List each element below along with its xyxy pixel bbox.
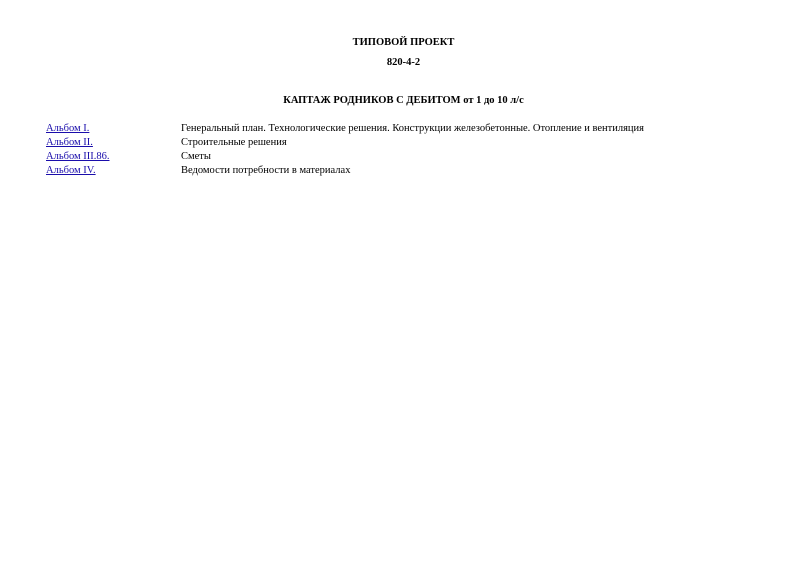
album-row (46, 122, 766, 136)
project-number-heading: 820-4-2 (386, 57, 421, 68)
album-link-1[interactable]: Альбом I. (46, 123, 90, 134)
album-link-3[interactable]: Альбом III.86. (46, 151, 110, 162)
document-type-heading: ТИПОВОЙ ПРОЕКТ (352, 37, 455, 48)
album-description-2: Строительные решения (181, 137, 287, 148)
album-row (46, 136, 766, 150)
album-description-3: Сметы (181, 151, 211, 162)
album-row (46, 150, 766, 164)
album-description-1: Генеральный план. Технологические решения. Конструкции железобетонные. Отопление и вентиляция (181, 123, 644, 134)
albums-list (46, 122, 766, 178)
album-description-4: Ведомости потребности в материалах (181, 165, 351, 176)
project-subject-heading: КАПТАЖ РОДНИКОВ С ДЕБИТОМ от 1 до 10 л/с (283, 95, 524, 106)
album-row (46, 164, 766, 178)
album-link-4[interactable]: Альбом IV. (46, 165, 96, 176)
album-link-2[interactable]: Альбом II. (46, 137, 93, 148)
